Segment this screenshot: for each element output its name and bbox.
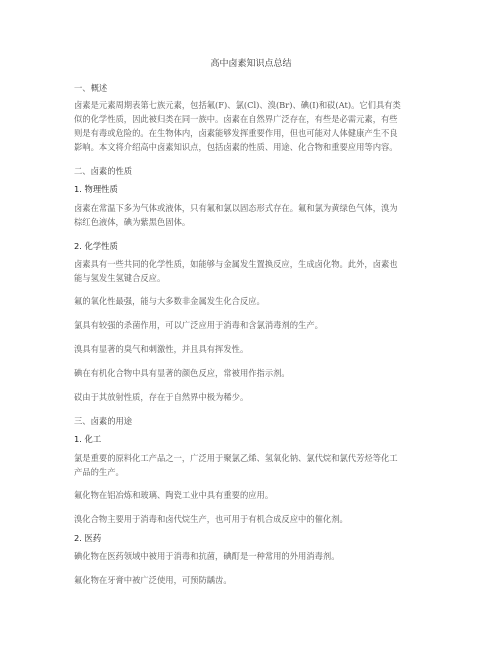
paragraph-fluoride-industry: 氟化物在铝冶炼和玻璃、陶瓷工业中具有重要的应用。 (74, 490, 274, 500)
paragraph-iodide-medicine: 碘化物在医药领域中被用于消毒和抗菌，碘酊是一种常用的外用消毒剂。 (74, 551, 340, 561)
document-title: 高中卤素知识点总结 (210, 59, 292, 69)
text-line: 产品的生产。 (74, 467, 124, 477)
paragraph-chlorine: 氯具有较强的杀菌作用，可以广泛应用于消毒和含氯消毒剂的生产。 (74, 320, 323, 330)
paragraph-iodine: 碘在有机化合物中具有显著的颜色反应，常被用作指示剂。 (74, 368, 290, 378)
paragraph-overview (74, 98, 434, 154)
text-line: 氯是重要的原料化工产品之一，广泛用于聚氯乙烯、氢氧化钠、氯代烷和氯代芳烃等化工 (74, 453, 398, 463)
paragraph-chemical (74, 257, 434, 285)
paragraph-bromine: 溴具有显著的臭气和刺激性，并且具有挥发性。 (74, 344, 249, 354)
text-line: 卤素具有一些共同的化学性质，如能够与金属发生置换反应，生成卤化物。此外，卤素也 (74, 259, 398, 269)
paragraph-fluorine: 氟的氧化性最强，能与大多数非金属发生化合反应。 (74, 296, 265, 306)
text-line: 影响。本文将介绍高中卤素知识点，包括卤素的性质、用途、化合物和重要应用等内容。 (74, 142, 398, 152)
section-heading-overview: 一、概述 (74, 83, 108, 93)
text-line: 棕红色液体，碘为紫黑色固体。 (74, 217, 191, 227)
subheading-physical: 1. 物理性质 (74, 184, 118, 194)
text-line: 卤素在常温下多为气体或液体，只有氟和氯以固态形式存在。氟和氯为黄绿色气体，溴为 (74, 203, 398, 213)
paragraph-physical (74, 201, 434, 229)
section-heading-uses: 三、卤素的用途 (74, 416, 133, 426)
text-line: 能与氢发生氢键合反应。 (74, 273, 166, 283)
subheading-medicine: 2. 医药 (74, 533, 102, 543)
section-heading-properties: 二、卤素的性质 (74, 166, 133, 176)
paragraph-bromide-industry: 溴化合物主要用于消毒和卤代烷生产，也可用于有机合成反应中的催化剂。 (74, 514, 348, 524)
paragraph-fluoride-toothpaste: 氟化物在牙膏中被广泛使用，可预防龋齿。 (74, 575, 232, 585)
paragraph-chemical-industry (74, 451, 434, 479)
paragraph-astatine: 砹由于其放射性质，存在于自然界中极为稀少。 (74, 392, 249, 402)
text-line: 则是有毒或危险的。在生物体内，卤素能够发挥重要作用，但也可能对人体健康产生不良 (74, 128, 398, 138)
text-line: 卤素是元素周期表第七族元素，包括氟(F)、氯(Cl)、溴(Br)、碘(I)和砹(At)。它们具有类 (74, 100, 401, 110)
subheading-chemical-industry: 1. 化工 (74, 434, 102, 444)
text-line: 似的化学性质，因此被归类在同一族中。卤素在自然界广泛存在，有些是必需元素，有些 (74, 114, 398, 124)
subheading-chemical: 2. 化学性质 (74, 241, 118, 251)
